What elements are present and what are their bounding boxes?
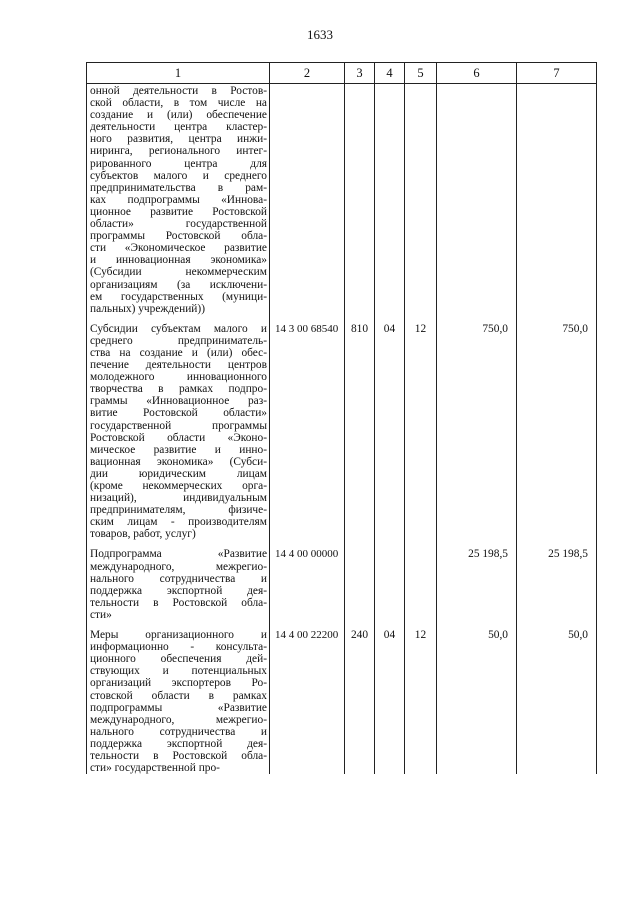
amount-col-7: 25 198,5 [517, 540, 597, 621]
item-name-line: товаров, работ, услуг) [90, 528, 196, 541]
item-name [87, 84, 270, 315]
item-name [87, 315, 270, 541]
item-name-line: Субсидии субъектам малого и [90, 322, 267, 335]
table-row [87, 315, 597, 541]
section: 04 [375, 315, 405, 541]
page-number: 1633 [307, 27, 333, 42]
item-name-line: мическое развитие и инно- [90, 443, 267, 456]
amount-col-6: 25 198,5 [437, 540, 517, 621]
target-code: 14 4 00 22200 [270, 621, 345, 774]
item-name-line: создание и (или) обеспечение [90, 109, 267, 122]
item-name-line: низаций), индивидуальным [90, 492, 267, 505]
amount-col-7: 750,0 [517, 315, 597, 541]
item-name-line: субъектов малого и среднего [90, 169, 267, 182]
item-name-line: Подпрограмма «Развитие [90, 548, 267, 561]
item-name-line: (Субсидии некоммерческим [90, 266, 267, 279]
amount-col-6 [437, 84, 517, 315]
amount-col-6: 50,0 [437, 621, 517, 774]
item-name-line: онной деятельности в Ростов- [90, 85, 267, 97]
item-name-line: ствующих и потенциальных [90, 665, 267, 678]
subsection [405, 540, 437, 621]
item-name-line: ем государственных (муници- [90, 290, 267, 303]
item-name-line: государственной программы [90, 419, 267, 432]
item-name-line: области» государственной [90, 218, 267, 231]
item-name-line: среднего предприниматель- [90, 334, 267, 347]
item-name-line: организациям (за исключени- [90, 278, 267, 291]
item-name-line: молодежного инновационного [90, 371, 267, 384]
item-name-line: ного развития, центра инжи- [90, 133, 267, 146]
item-name-line: витие Ростовской области» [90, 407, 267, 420]
item-name-line: подпрограммы «Развитие [90, 701, 267, 714]
section [375, 84, 405, 315]
item-name [87, 540, 270, 621]
item-name-line: печение деятельности центров [90, 359, 267, 372]
budget-table [86, 62, 597, 774]
item-name-line: граммы «Инновационное раз- [90, 395, 267, 408]
item-name-line: и инновационная экономика» [90, 254, 267, 267]
header-col-5: 5 [405, 63, 437, 84]
header-row [87, 63, 597, 84]
table-row [87, 84, 597, 315]
item-name-line: нального сотрудничества и [90, 572, 267, 585]
item-name-line: деятельности центра кластер- [90, 121, 267, 134]
target-code [270, 84, 345, 315]
header-col-2: 2 [270, 63, 345, 84]
item-name-line: дии юридическим лицам [90, 467, 267, 480]
item-name-line: сти» [90, 608, 112, 621]
subsection [405, 84, 437, 315]
item-name-line: ской области, в том числе на [90, 97, 267, 110]
amount-col-6: 750,0 [437, 315, 517, 541]
subsection: 12 [405, 621, 437, 774]
item-name-line: сти» государственной про- [90, 762, 220, 775]
expense-type: 240 [345, 621, 375, 774]
target-code: 14 4 00 00000 [270, 540, 345, 621]
item-name-line: предпринимателям, физиче- [90, 504, 267, 517]
item-name [87, 621, 270, 774]
item-name-line: международного, межрегио- [90, 560, 267, 573]
item-name-line: ниринга, регионального интег- [90, 145, 267, 158]
item-name-line: сти «Экономическое развитие [90, 242, 267, 255]
section [375, 540, 405, 621]
header-col-6: 6 [437, 63, 517, 84]
amount-col-7 [517, 84, 597, 315]
item-name-line: Ростовской области «Эконо- [90, 431, 267, 444]
item-name-line: тельности в Ростовской обла- [90, 749, 267, 762]
item-name-line: тельности в Ростовской обла- [90, 596, 267, 609]
item-name-line: поддержка экспортной дея- [90, 737, 267, 750]
target-code: 14 3 00 68540 [270, 315, 345, 541]
header-col-1: 1 [87, 63, 270, 84]
item-name-line: ках подпрограммы «Иннова- [90, 193, 267, 206]
item-name-line: ционного обеспечения дей- [90, 653, 267, 666]
item-name-line: предпринимательства в рам- [90, 181, 267, 194]
expense-type [345, 540, 375, 621]
item-name-line: рированного центра для [90, 157, 267, 170]
expense-type [345, 84, 375, 315]
item-name-line: (кроме некоммерческих орга- [90, 480, 267, 492]
item-name-line: творчества в рамках подпро- [90, 383, 267, 396]
expense-type: 810 [345, 315, 375, 541]
header-col-7: 7 [517, 63, 597, 84]
table-row [87, 621, 597, 774]
header-col-3: 3 [345, 63, 375, 84]
item-name-line: организаций экспортеров Ро- [90, 677, 267, 690]
header-col-4: 4 [375, 63, 405, 84]
item-name-line: пальных) учреждений)) [90, 302, 205, 315]
table-row [87, 540, 597, 621]
item-name-line: программы Ростовской обла- [90, 230, 267, 243]
item-name-line: поддержка экспортной дея- [90, 584, 267, 597]
section: 04 [375, 621, 405, 774]
item-name-line: ским лицам - производителям [90, 516, 267, 529]
item-name-line: нального сотрудничества и [90, 725, 267, 738]
amount-col-7: 50,0 [517, 621, 597, 774]
subsection: 12 [405, 315, 437, 541]
item-name-line: информационно - консульта- [90, 641, 267, 654]
item-name-line: Меры организационного и [90, 629, 267, 642]
item-name-line: вационная экономика» (Субси- [90, 455, 267, 468]
item-name-line: ционное развитие Ростовской [90, 205, 267, 218]
item-name-line: ства на создание и (или) обес- [90, 346, 267, 359]
item-name-line: международного, межрегио- [90, 713, 267, 726]
item-name-line: стовской области в рамках [90, 689, 267, 702]
